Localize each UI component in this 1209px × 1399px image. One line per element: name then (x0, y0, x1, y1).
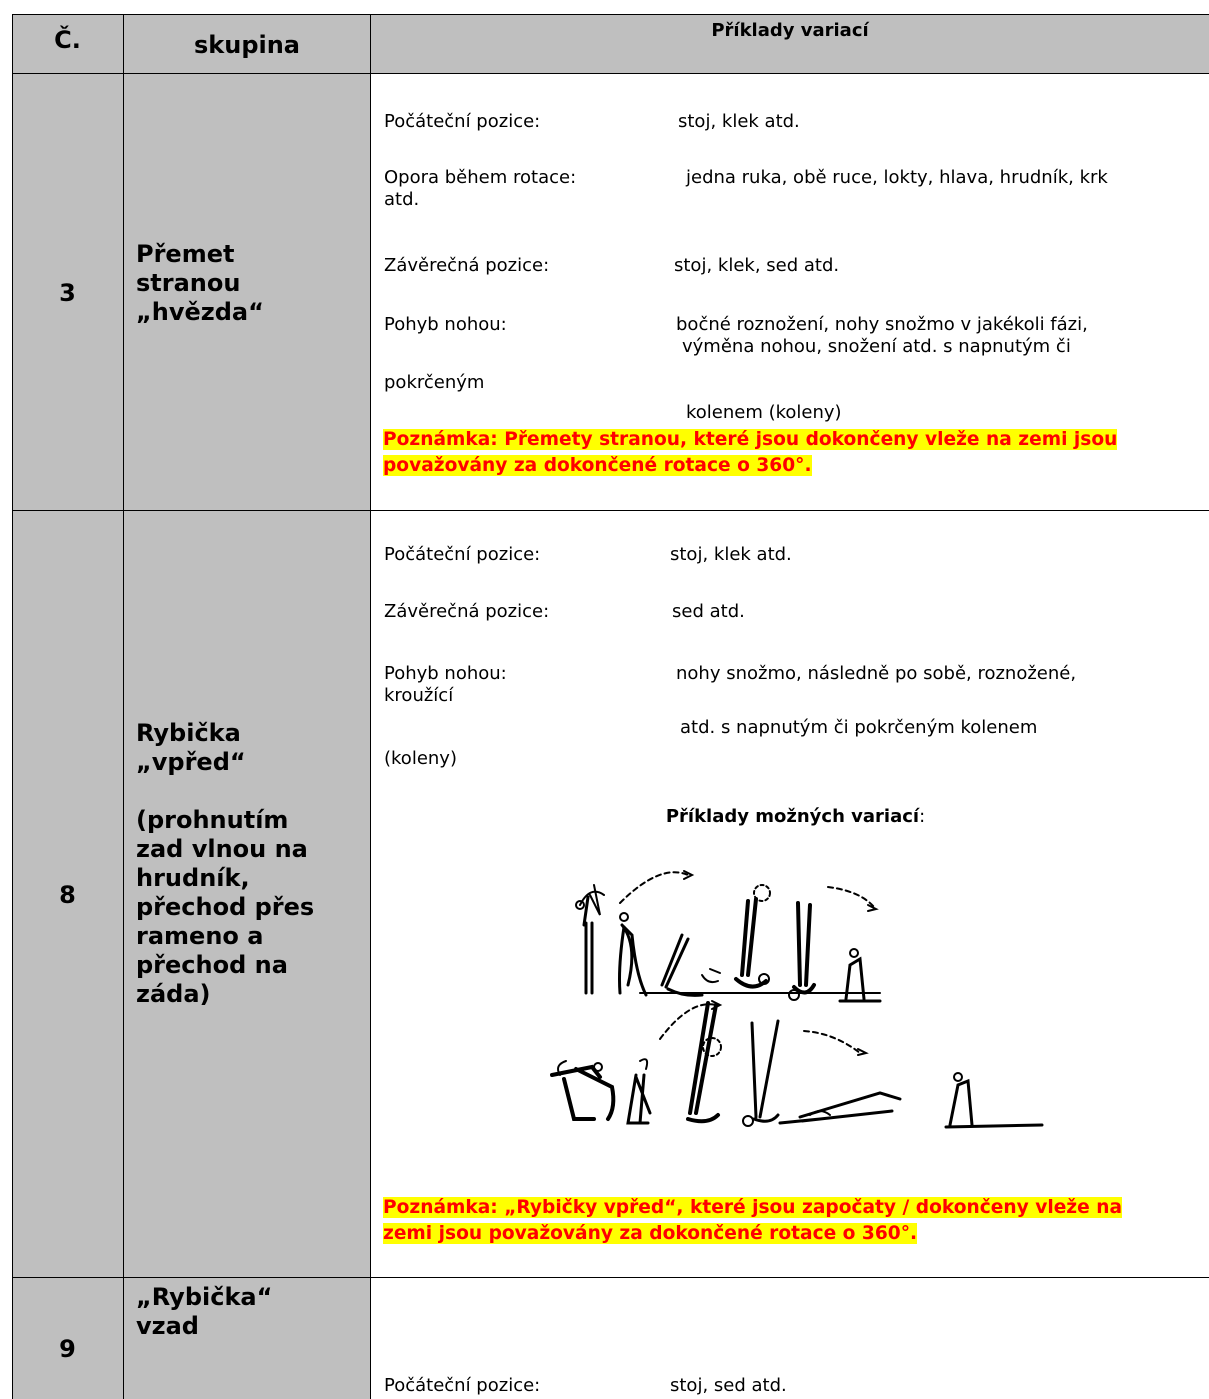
leg-label: Pohyb nohou: (384, 314, 507, 335)
start-value: stoj, sed atd. (670, 1375, 787, 1396)
note-line: zemi jsou považovány za dokončené rotace o 360°. (383, 1223, 918, 1244)
group-line: přechod přes (136, 893, 315, 921)
group-line: Přemet (136, 240, 235, 268)
leg-value: atd. s napnutým či pokrčeným kolenem (680, 717, 1038, 738)
group-line: hrudník, (136, 864, 250, 892)
support-label: Opora během rotace: (384, 167, 577, 188)
grid-line (12, 73, 1209, 74)
figure-row-top (576, 871, 880, 1001)
grid-line (12, 510, 1209, 511)
support-value: jedna ruka, obě ruce, lokty, hlava, hrudník, krk (686, 167, 1108, 188)
examples-title-colon: : (919, 806, 926, 827)
end-label: Závěrečná pozice: (384, 601, 550, 622)
start-value: stoj, klek atd. (670, 544, 792, 565)
grid-line (12, 14, 1209, 15)
group-line: „Rybička“ (136, 1283, 273, 1311)
col-num-bg (12, 73, 123, 1399)
grid-line (370, 14, 371, 1399)
start-label: Počáteční pozice: (384, 111, 541, 132)
group-line: „vpřed“ (136, 748, 246, 776)
leg-value: (koleny) (384, 748, 457, 769)
row-number: 8 (59, 881, 76, 909)
examples-title-text: Příklady možných variací (665, 806, 920, 827)
leg-value: nohy snožmo, následně po sobě, roznožené, (676, 663, 1077, 684)
group-line: rameno a (136, 922, 264, 950)
start-label: Počáteční pozice: (384, 544, 541, 565)
leg-label: Pohyb nohou: (384, 663, 507, 684)
header-number: Č. (54, 26, 81, 54)
row-number: 3 (59, 279, 76, 307)
note (383, 427, 1209, 479)
group-line: Rybička (136, 719, 241, 747)
group-line: stranou (136, 269, 241, 297)
grid-line (12, 14, 13, 1399)
group-line: (prohnutím (136, 806, 289, 834)
header-examples: Příklady variací (711, 20, 869, 41)
figure-row-bottom (552, 1001, 1042, 1127)
group-name (136, 719, 361, 1009)
leg-value: kroužící (384, 685, 454, 706)
group-name (136, 240, 361, 327)
note-line: považovány za dokončené rotace o 360°. (383, 455, 812, 476)
grid-line (123, 14, 124, 1399)
group-line: „hvězda“ (136, 298, 264, 326)
examples-title (383, 806, 1208, 827)
note-line: Poznámka: „Rybičky vpřed“, které jsou započaty / dokončeny vleže na (383, 1197, 1123, 1218)
row-number: 9 (59, 1335, 76, 1363)
group-line: zad vlnou na (136, 835, 308, 863)
end-value: sed atd. (672, 601, 745, 622)
end-value: stoj, klek, sed atd. (674, 255, 840, 276)
leg-value: výměna nohou, snožení atd. s napnutým či (682, 336, 1071, 357)
note (383, 1195, 1209, 1247)
group-line: přechod na (136, 951, 288, 979)
header-group: skupina (193, 31, 301, 59)
leg-value: pokrčeným (384, 372, 485, 393)
note-line: Poznámka: Přemety stranou, které jsou dokončeny vleže na zemi jsou (383, 429, 1118, 450)
grid-line (12, 1277, 1209, 1278)
group-line (136, 777, 361, 806)
group-line: záda) (136, 980, 211, 1008)
group-line: vzad (136, 1312, 199, 1340)
group-name (136, 1283, 361, 1341)
leg-value: bočné roznožení, nohy snožmo v jakékoli fázi, (676, 314, 1088, 335)
leg-value: kolenem (koleny) (686, 402, 842, 423)
start-label: Počáteční pozice: (384, 1375, 541, 1396)
start-value: stoj, klek atd. (678, 111, 800, 132)
support-cont: atd. (384, 189, 420, 210)
end-label: Závěrečná pozice: (384, 255, 550, 276)
gymnastics-illustration (540, 865, 1060, 1175)
